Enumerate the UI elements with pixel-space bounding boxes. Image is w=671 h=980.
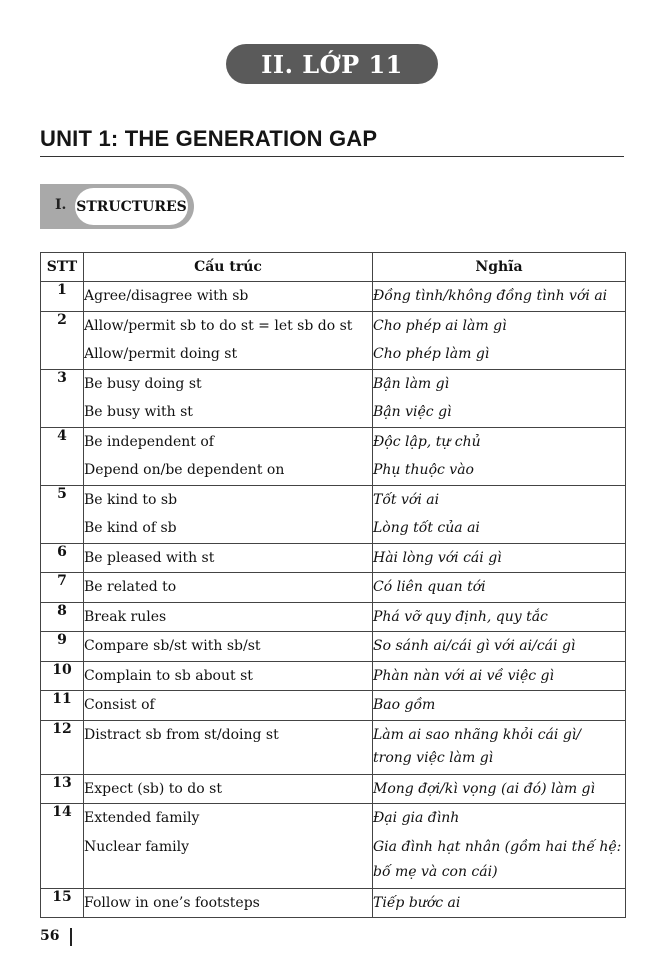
table-row [41, 602, 626, 632]
meaning-text: bố mẹ và con cái) [373, 864, 498, 880]
unit-title: UNIT 1: THE GENERATION GAP [40, 126, 624, 157]
structure-text: Follow in one’s footsteps [84, 894, 260, 911]
structure-text: Extended family [84, 810, 200, 826]
structure-text: Be independent of [84, 433, 214, 450]
meaning-text: Hài lòng với cái gì [373, 549, 502, 566]
page-number: 56 [40, 928, 60, 944]
header-stt: STT [41, 253, 84, 282]
meaning-text: Đồng tình/không đồng tình với ai [373, 288, 608, 304]
table-row [41, 369, 626, 427]
table-row [41, 543, 626, 573]
table-row [41, 485, 626, 543]
meaning-text: So sánh ai/cái gì với ai/cái gì [373, 638, 576, 654]
meaning-text: Mong đợi/kì vọng (ai đó) làm gì [373, 780, 595, 797]
structure-text: Allow/permit sb to do st = let sb do st [84, 317, 353, 334]
table-header-row [41, 253, 626, 282]
structure-text: Be pleased with st [84, 549, 215, 566]
table-row [41, 311, 626, 369]
meaning-text: Tiếp bước ai [373, 894, 461, 911]
meaning-text: Phụ thuộc vào [373, 462, 474, 478]
header-meaning: Nghĩa [373, 253, 626, 282]
structure-text: Nuclear family [84, 838, 190, 855]
meaning-text: Có liên quan tới [373, 579, 486, 595]
table-row [41, 632, 626, 662]
table-row [41, 888, 626, 918]
structure-text: Be kind of sb [84, 520, 177, 536]
section-title: STRUCTURES [75, 188, 188, 225]
meaning-text: Lòng tốt của ai [373, 520, 480, 536]
row-number: 6 [41, 543, 84, 573]
meaning-text: Gia đình hạt nhân (gồm hai thế hệ: [373, 838, 622, 855]
table-row [41, 661, 626, 691]
grade-banner: II. LỚP 11 [226, 44, 438, 84]
header-structure: Cấu trúc [84, 253, 373, 282]
meaning-text: trong việc làm gì [373, 750, 494, 766]
structures-table [40, 252, 626, 918]
row-number: 13 [41, 774, 84, 804]
structure-text: Complain to sb about st [84, 667, 253, 684]
row-number: 5 [41, 485, 84, 543]
table-row [41, 427, 626, 485]
row-number: 10 [41, 661, 84, 691]
structure-text: Be related to [84, 579, 177, 595]
row-number: 8 [41, 602, 84, 632]
row-number: 2 [41, 311, 84, 369]
structure-text: Consist of [84, 697, 155, 713]
row-number: 15 [41, 888, 84, 918]
structure-text: Compare sb/st with sb/st [84, 638, 261, 654]
meaning-text: Cho phép ai làm gì [373, 317, 507, 334]
meaning-text: Làm ai sao nhãng khỏi cái gì/ [373, 726, 581, 743]
structure-text: Be busy with st [84, 404, 193, 420]
row-number: 12 [41, 720, 84, 774]
meaning-text: Đại gia đình [373, 810, 460, 826]
page-divider [70, 928, 72, 946]
structure-text: Agree/disagree with sb [84, 288, 249, 304]
meaning-text: Phá vỡ quy định, quy tắc [373, 608, 548, 625]
row-number: 11 [41, 691, 84, 721]
row-number: 1 [41, 282, 84, 312]
row-number: 4 [41, 427, 84, 485]
structure-text: Distract sb from st/doing st [84, 726, 279, 743]
structure-text: Allow/permit doing st [84, 346, 238, 362]
table-row [41, 282, 626, 312]
table-row [41, 691, 626, 721]
meaning-text: Cho phép làm gì [373, 346, 490, 362]
table-row [41, 573, 626, 603]
meaning-text: Bận việc gì [373, 404, 452, 420]
table-row [41, 720, 626, 774]
table-row [41, 804, 626, 889]
section-number: I. [55, 197, 67, 213]
meaning-text: Bao gồm [373, 697, 436, 713]
meaning-text: Phàn nàn với ai về việc gì [373, 667, 554, 684]
row-number: 9 [41, 632, 84, 662]
structure-text: Expect (sb) to do st [84, 780, 222, 797]
structure-text: Be busy doing st [84, 375, 202, 392]
table-row [41, 774, 626, 804]
row-number: 14 [41, 804, 84, 889]
row-number: 3 [41, 369, 84, 427]
row-number: 7 [41, 573, 84, 603]
structure-text: Be kind to sb [84, 491, 178, 508]
meaning-text: Tốt với ai [373, 491, 440, 508]
structure-text: Break rules [84, 608, 167, 625]
structure-text: Depend on/be dependent on [84, 462, 285, 478]
meaning-text: Bận làm gì [373, 375, 450, 392]
meaning-text: Độc lập, tự chủ [373, 433, 481, 450]
